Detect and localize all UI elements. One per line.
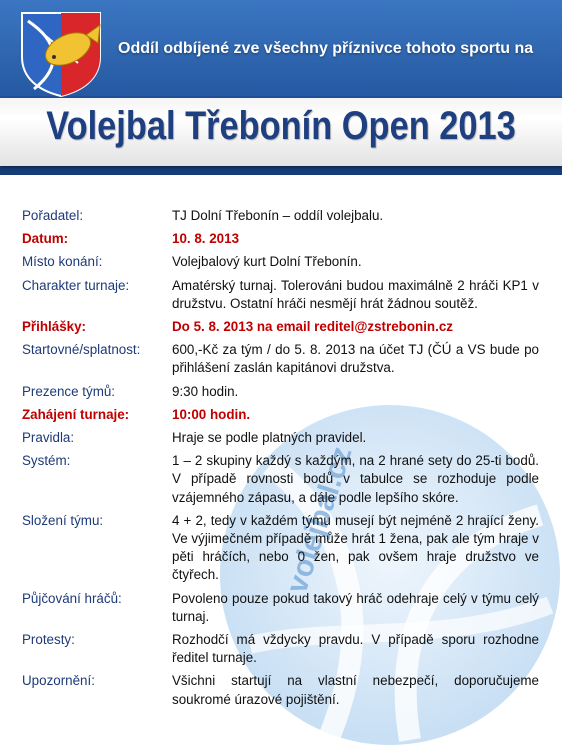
info-label: Pravidla: <box>22 430 75 446</box>
page-title: Volejbal Třebonín Open 2013 <box>46 104 516 148</box>
info-row <box>22 253 542 271</box>
info-row <box>22 207 542 225</box>
info-value: 10. 8. 2013 <box>172 231 240 247</box>
info-value: 10:00 hodin. <box>172 406 251 422</box>
info-label: Půjčování hráčů: <box>22 590 122 606</box>
info-label: Protesty: <box>22 632 75 648</box>
info-table <box>22 207 542 714</box>
info-row <box>22 452 542 507</box>
info-row <box>22 277 542 313</box>
info-row <box>22 590 542 626</box>
info-row <box>22 341 542 377</box>
info-value: 600,-Kč za tým / do 5. 8. 2013 na účet TJ (ČÚ a VS bude po přihlášení zaslán kapitánovi družstva. <box>172 342 539 376</box>
info-value: Povoleno pouze pokud takový hráč odehraje celý v týmu celý turnaj. <box>172 590 539 624</box>
info-value: Do 5. 8. 2013 na email reditel@zstrebonin.cz <box>172 319 453 335</box>
watermark-text: volejbal.cz <box>280 442 359 598</box>
info-value: Volejbalový kurt Dolní Třebonín. <box>172 254 362 270</box>
info-row <box>22 318 542 336</box>
info-row <box>22 406 542 424</box>
info-label: Zahájení turnaje: <box>22 406 130 422</box>
info-label: Přihlášky: <box>22 319 87 335</box>
info-row <box>22 383 542 401</box>
info-label: Systém: <box>22 453 71 469</box>
info-row <box>22 429 542 447</box>
info-label: Složení týmu: <box>22 512 104 528</box>
info-label: Startovné/splatnost: <box>22 342 141 358</box>
info-value: TJ Dolní Třebonín – oddíl volejbalu. <box>172 208 384 223</box>
info-label: Prezence týmů: <box>22 383 116 399</box>
info-value: 9:30 hodin. <box>172 383 239 399</box>
invitation-subtitle: Oddíl odbíjené zve všechny příznivce tohoto sportu na <box>118 40 534 57</box>
info-label: Charakter turnaje: <box>22 277 130 293</box>
info-label: Upozornění: <box>22 673 95 689</box>
info-value: 4 + 2, tedy v každém týmu musejí být nejméně 2 hrající ženy. Ve výjimečném případě může hrát 1 žena, pak ale tým hraje v pěti hráčích, nebo 0 žen, pak ovšem hraje družstvo ve čtyřech. <box>172 512 539 583</box>
info-label: Datum: <box>22 231 69 247</box>
info-value: Všichni startují na vlastní nebezpečí, doporučujeme soukromé úrazové pojištění. <box>172 673 539 707</box>
info-value: 1 – 2 skupiny každý s každým, na 2 hrané sety do 25-ti bodů. V případě rovnosti bodů v tabulce se rozhoduje podle vzájemného zápasu, a dále podle lepšího skóre. <box>172 453 539 505</box>
info-value: Hraje se podle platných pravidel. <box>172 430 367 446</box>
info-value: Rozhodčí má vždycky pravdu. V případě sporu rozhodne ředitel turnaje. <box>172 632 539 666</box>
info-label: Pořadatel: <box>22 208 84 223</box>
coat-of-arms-icon <box>18 11 104 97</box>
info-label: Místo konání: <box>22 254 103 270</box>
info-row <box>22 512 542 585</box>
info-value: Amatérský turnaj. Tolerováni budou maximálně 2 hráči KP1 v družstvu. Ostatní hráči nesmějí hrát žádnou soutěž. <box>172 277 539 311</box>
info-row <box>22 230 542 248</box>
info-row <box>22 631 542 667</box>
info-row <box>22 672 542 708</box>
